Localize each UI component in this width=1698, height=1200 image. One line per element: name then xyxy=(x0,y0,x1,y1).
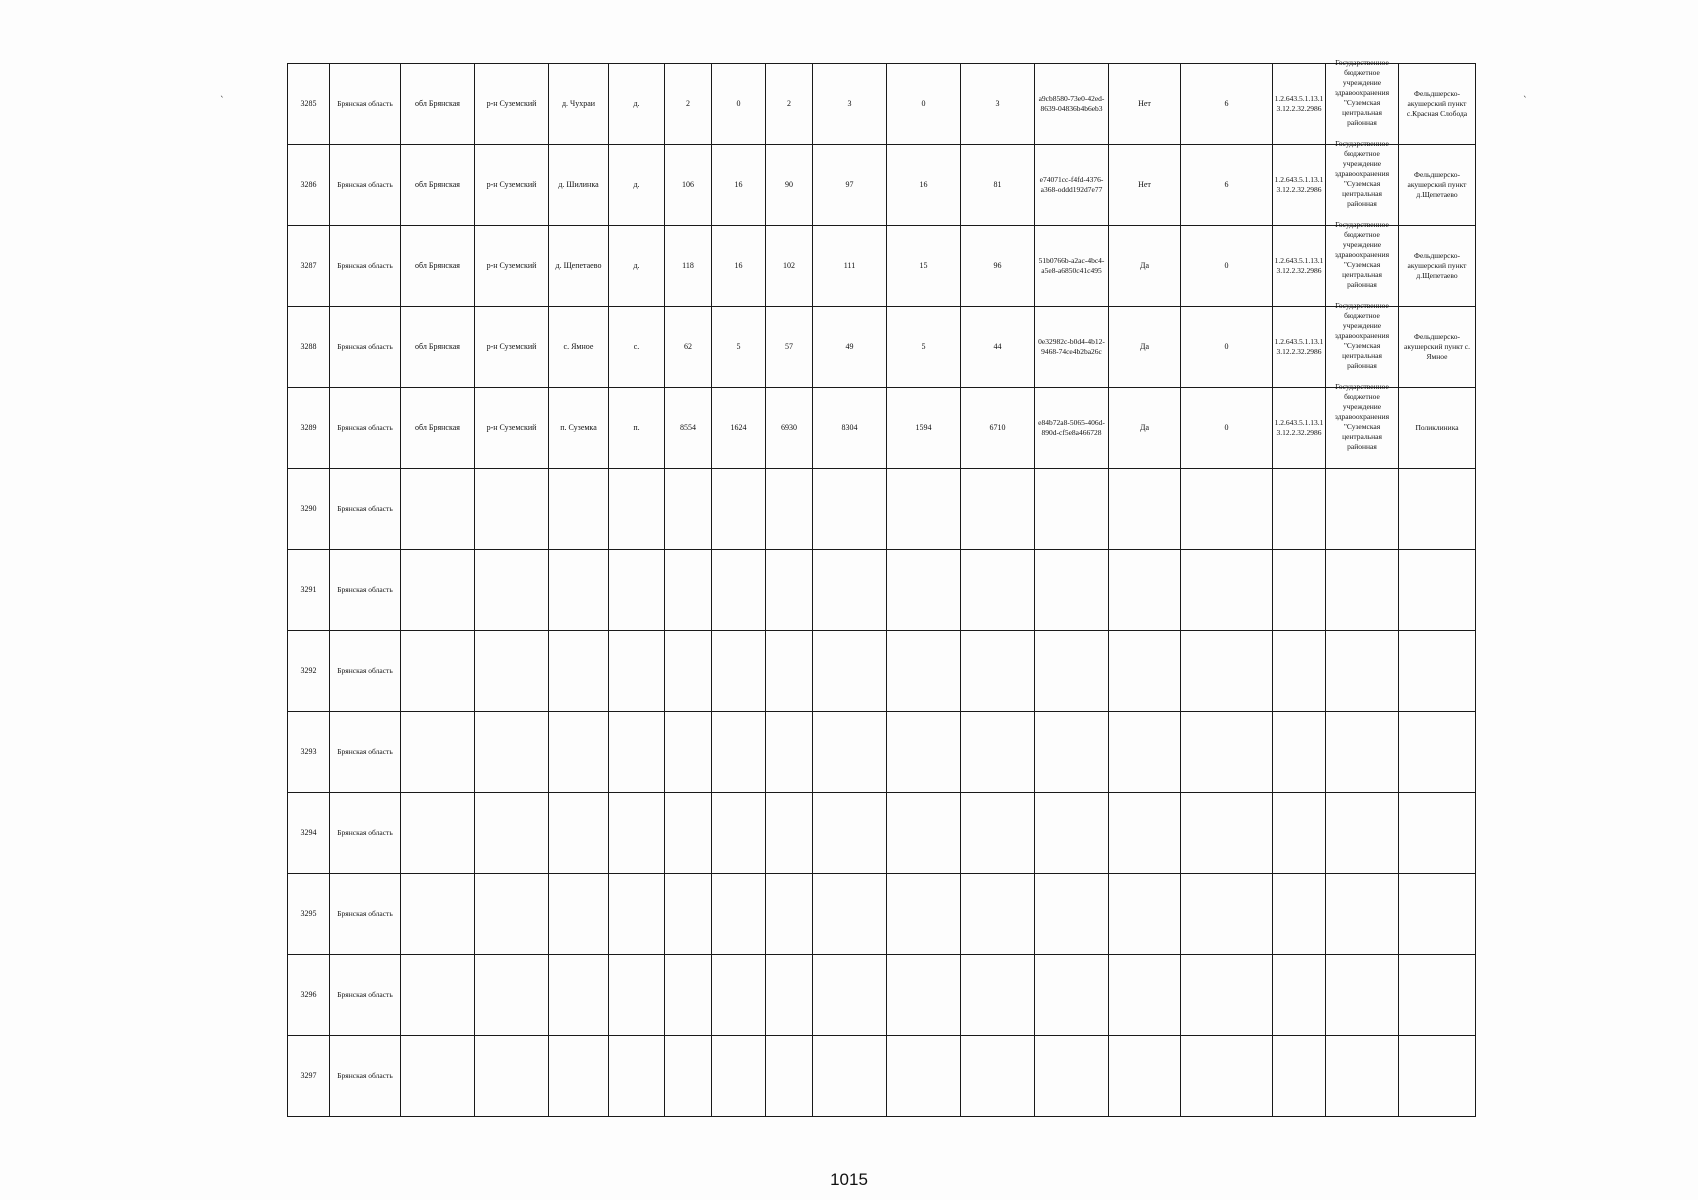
subject-cell: Брянская область xyxy=(330,388,401,469)
fias-guid-cell xyxy=(1035,469,1109,550)
flag-cell: Нет xyxy=(1109,145,1181,226)
table-row xyxy=(288,955,1476,1036)
table-row xyxy=(288,469,1476,550)
fias-guid-cell: e84b72a8-5065-406d-890d-cf5e8a466728 xyxy=(1035,388,1109,469)
facility-cell xyxy=(1399,712,1476,793)
value-cell-5 xyxy=(887,793,961,874)
organization-text: Государственное бюджетное учреждение здравоохранения "Суземская центральная районная xyxy=(1334,58,1390,127)
value-cell-1 xyxy=(665,1036,712,1117)
value-cell-4 xyxy=(813,793,887,874)
value-cell-5 xyxy=(887,469,961,550)
scan-artifact: ` xyxy=(1523,96,1528,106)
settlement-cell xyxy=(549,631,609,712)
row-number-cell: 3289 xyxy=(288,388,330,469)
value-cell-6 xyxy=(961,631,1035,712)
fias-guid-cell xyxy=(1035,1036,1109,1117)
settlement-cell xyxy=(549,793,609,874)
facility-cell: Поликлиника xyxy=(1399,388,1476,469)
registry-table xyxy=(287,58,1476,1117)
value-cell-5 xyxy=(887,955,961,1036)
scan-artifact: ` xyxy=(220,96,225,106)
oid-cell xyxy=(1273,874,1326,955)
table-row xyxy=(288,388,1476,469)
value-cell-6: 44 xyxy=(961,307,1035,388)
district-cell: р-н Суземский xyxy=(475,388,549,469)
district-cell xyxy=(475,712,549,793)
value-cell-6 xyxy=(961,469,1035,550)
subject-cell: Брянская область xyxy=(330,307,401,388)
region-cell xyxy=(401,955,475,1036)
table-row xyxy=(288,874,1476,955)
facility-cell xyxy=(1399,955,1476,1036)
subject-cell: Брянская область xyxy=(330,469,401,550)
fias-guid-cell xyxy=(1035,631,1109,712)
distance-cell: 0 xyxy=(1181,226,1273,307)
organization-text xyxy=(1327,544,1397,624)
settlement-type-cell: п. xyxy=(609,388,665,469)
subject-cell: Брянская область xyxy=(330,550,401,631)
settlement-type-cell xyxy=(609,955,665,1036)
value-cell-3 xyxy=(766,469,813,550)
value-cell-4: 111 xyxy=(813,226,887,307)
settlement-cell: д. Щепетаево xyxy=(549,226,609,307)
value-cell-5 xyxy=(887,1036,961,1117)
oid-cell: 1.2.643.5.1.13.13.12.2.32.2986 xyxy=(1273,145,1326,226)
flag-cell xyxy=(1109,550,1181,631)
oid-cell xyxy=(1273,712,1326,793)
organization-cell xyxy=(1326,550,1399,631)
distance-cell: 6 xyxy=(1181,64,1273,145)
oid-cell xyxy=(1273,1036,1326,1117)
oid-cell xyxy=(1273,469,1326,550)
settlement-cell: д. Чухраи xyxy=(549,64,609,145)
value-cell-3: 2 xyxy=(766,64,813,145)
row-number-cell: 3285 xyxy=(288,64,330,145)
flag-cell xyxy=(1109,874,1181,955)
value-cell-2: 1624 xyxy=(712,388,766,469)
value-cell-6: 6710 xyxy=(961,388,1035,469)
value-cell-3 xyxy=(766,955,813,1036)
value-cell-2: 0 xyxy=(712,64,766,145)
settlement-cell: д. Шилинка xyxy=(549,145,609,226)
subject-cell: Брянская область xyxy=(330,874,401,955)
flag-cell xyxy=(1109,631,1181,712)
region-cell: обл Брянская xyxy=(401,307,475,388)
distance-cell: 0 xyxy=(1181,307,1273,388)
organization-text xyxy=(1327,949,1397,1029)
subject-cell: Брянская область xyxy=(330,145,401,226)
table-row xyxy=(288,307,1476,388)
district-cell xyxy=(475,874,549,955)
value-cell-2 xyxy=(712,955,766,1036)
settlement-cell xyxy=(549,1036,609,1117)
value-cell-3 xyxy=(766,712,813,793)
region-cell xyxy=(401,712,475,793)
fias-guid-cell xyxy=(1035,955,1109,1036)
district-cell: р-н Суземский xyxy=(475,145,549,226)
value-cell-2: 5 xyxy=(712,307,766,388)
value-cell-2 xyxy=(712,793,766,874)
subject-cell: Брянская область xyxy=(330,1036,401,1117)
value-cell-6 xyxy=(961,955,1035,1036)
value-cell-3 xyxy=(766,874,813,955)
region-cell xyxy=(401,631,475,712)
value-cell-6 xyxy=(961,874,1035,955)
value-cell-4: 49 xyxy=(813,307,887,388)
oid-cell: 1.2.643.5.1.13.13.12.2.32.2986 xyxy=(1273,388,1326,469)
value-cell-3: 90 xyxy=(766,145,813,226)
distance-cell: 6 xyxy=(1181,145,1273,226)
organization-text: Государственное бюджетное учреждение здравоохранения "Суземская центральная районная xyxy=(1334,382,1390,451)
settlement-type-cell xyxy=(609,469,665,550)
settlement-cell xyxy=(549,550,609,631)
table-row xyxy=(288,712,1476,793)
value-cell-6: 81 xyxy=(961,145,1035,226)
region-cell xyxy=(401,550,475,631)
facility-cell xyxy=(1399,631,1476,712)
value-cell-6 xyxy=(961,712,1035,793)
organization-cell xyxy=(1326,220,1399,307)
fias-guid-cell: a9cb8580-73e0-42ed-8639-04836b4b6eb3 xyxy=(1035,64,1109,145)
distance-cell xyxy=(1181,550,1273,631)
settlement-type-cell: д. xyxy=(609,145,665,226)
district-cell xyxy=(475,955,549,1036)
distance-cell xyxy=(1181,631,1273,712)
district-cell: р-н Суземский xyxy=(475,226,549,307)
distance-cell: 0 xyxy=(1181,388,1273,469)
row-number-cell: 3295 xyxy=(288,874,330,955)
value-cell-6 xyxy=(961,550,1035,631)
value-cell-3 xyxy=(766,793,813,874)
row-number-cell: 3288 xyxy=(288,307,330,388)
flag-cell xyxy=(1109,469,1181,550)
organization-text xyxy=(1327,706,1397,786)
subject-cell: Брянская область xyxy=(330,226,401,307)
value-cell-1 xyxy=(665,874,712,955)
value-cell-1 xyxy=(665,631,712,712)
value-cell-2 xyxy=(712,1036,766,1117)
settlement-type-cell: с. xyxy=(609,307,665,388)
organization-text xyxy=(1327,625,1397,705)
value-cell-4: 3 xyxy=(813,64,887,145)
value-cell-4 xyxy=(813,550,887,631)
value-cell-1: 2 xyxy=(665,64,712,145)
subject-cell: Брянская область xyxy=(330,955,401,1036)
facility-cell: Фельдшерско-акушерский пункт с. Ямное xyxy=(1399,307,1476,388)
organization-text: Государственное бюджетное учреждение здравоохранения "Суземская центральная районная xyxy=(1334,220,1390,289)
table-row xyxy=(288,64,1476,145)
value-cell-3: 57 xyxy=(766,307,813,388)
value-cell-5: 15 xyxy=(887,226,961,307)
district-cell xyxy=(475,793,549,874)
organization-text xyxy=(1327,463,1397,543)
organization-cell xyxy=(1326,793,1399,874)
value-cell-1 xyxy=(665,469,712,550)
row-number-cell: 3287 xyxy=(288,226,330,307)
flag-cell: Да xyxy=(1109,307,1181,388)
oid-cell: 1.2.643.5.1.13.13.12.2.32.2986 xyxy=(1273,226,1326,307)
row-number-cell: 3292 xyxy=(288,631,330,712)
row-number-cell: 3291 xyxy=(288,550,330,631)
oid-cell xyxy=(1273,631,1326,712)
table-row xyxy=(288,631,1476,712)
subject-cell: Брянская область xyxy=(330,64,401,145)
settlement-type-cell: д. xyxy=(609,226,665,307)
facility-cell xyxy=(1399,1036,1476,1117)
distance-cell xyxy=(1181,1036,1273,1117)
oid-cell xyxy=(1273,955,1326,1036)
organization-cell xyxy=(1326,469,1399,550)
organization-cell xyxy=(1326,301,1399,388)
distance-cell xyxy=(1181,955,1273,1036)
flag-cell: Да xyxy=(1109,226,1181,307)
organization-cell xyxy=(1326,874,1399,955)
value-cell-2 xyxy=(712,550,766,631)
value-cell-3: 6930 xyxy=(766,388,813,469)
page-number: 1015 xyxy=(830,1170,868,1189)
value-cell-1: 8554 xyxy=(665,388,712,469)
settlement-cell xyxy=(549,874,609,955)
flag-cell xyxy=(1109,712,1181,793)
organization-cell xyxy=(1326,712,1399,793)
district-cell xyxy=(475,1036,549,1117)
value-cell-2: 16 xyxy=(712,226,766,307)
value-cell-1 xyxy=(665,712,712,793)
settlement-type-cell xyxy=(609,550,665,631)
region-cell xyxy=(401,469,475,550)
subject-cell: Брянская область xyxy=(330,631,401,712)
value-cell-5: 1594 xyxy=(887,388,961,469)
flag-cell xyxy=(1109,793,1181,874)
value-cell-5 xyxy=(887,550,961,631)
distance-cell xyxy=(1181,469,1273,550)
fias-guid-cell: 0e32982c-b0d4-4b12-9468-74ce4b2ba26c xyxy=(1035,307,1109,388)
organization-cell xyxy=(1326,1036,1399,1117)
settlement-cell xyxy=(549,955,609,1036)
row-number-cell: 3290 xyxy=(288,469,330,550)
value-cell-1 xyxy=(665,793,712,874)
value-cell-4 xyxy=(813,1036,887,1117)
organization-cell xyxy=(1326,631,1399,712)
organization-text xyxy=(1327,787,1397,867)
registry-table-wrapper xyxy=(287,58,1475,1117)
organization-text xyxy=(1327,868,1397,948)
value-cell-4 xyxy=(813,631,887,712)
distance-cell xyxy=(1181,874,1273,955)
flag-cell xyxy=(1109,955,1181,1036)
row-number-cell: 3294 xyxy=(288,793,330,874)
value-cell-4 xyxy=(813,469,887,550)
value-cell-1: 106 xyxy=(665,145,712,226)
region-cell: обл Брянская xyxy=(401,64,475,145)
region-cell xyxy=(401,1036,475,1117)
value-cell-2 xyxy=(712,469,766,550)
value-cell-4 xyxy=(813,712,887,793)
value-cell-5: 0 xyxy=(887,64,961,145)
value-cell-6 xyxy=(961,1036,1035,1117)
organization-text: Государственное бюджетное учреждение здравоохранения "Суземская центральная районная xyxy=(1334,139,1390,208)
organization-cell xyxy=(1326,382,1399,469)
flag-cell: Нет xyxy=(1109,64,1181,145)
flag-cell xyxy=(1109,1036,1181,1117)
value-cell-6: 96 xyxy=(961,226,1035,307)
region-cell: обл Брянская xyxy=(401,388,475,469)
settlement-type-cell xyxy=(609,1036,665,1117)
district-cell: р-н Суземский xyxy=(475,307,549,388)
district-cell xyxy=(475,631,549,712)
value-cell-3: 102 xyxy=(766,226,813,307)
value-cell-4: 97 xyxy=(813,145,887,226)
region-cell: обл Брянская xyxy=(401,226,475,307)
value-cell-2 xyxy=(712,874,766,955)
value-cell-5: 5 xyxy=(887,307,961,388)
settlement-type-cell: д. xyxy=(609,64,665,145)
value-cell-4: 8304 xyxy=(813,388,887,469)
organization-cell xyxy=(1326,139,1399,226)
settlement-type-cell xyxy=(609,631,665,712)
district-cell xyxy=(475,550,549,631)
value-cell-5 xyxy=(887,874,961,955)
fias-guid-cell xyxy=(1035,712,1109,793)
settlement-type-cell xyxy=(609,793,665,874)
flag-cell: Да xyxy=(1109,388,1181,469)
oid-cell: 1.2.643.5.1.13.13.12.2.32.2986 xyxy=(1273,307,1326,388)
value-cell-5: 16 xyxy=(887,145,961,226)
region-cell xyxy=(401,874,475,955)
row-number-cell: 3286 xyxy=(288,145,330,226)
subject-cell: Брянская область xyxy=(330,712,401,793)
region-cell xyxy=(401,793,475,874)
oid-cell xyxy=(1273,550,1326,631)
oid-cell xyxy=(1273,793,1326,874)
value-cell-2 xyxy=(712,712,766,793)
facility-cell xyxy=(1399,469,1476,550)
value-cell-1 xyxy=(665,955,712,1036)
value-cell-1 xyxy=(665,550,712,631)
distance-cell xyxy=(1181,793,1273,874)
value-cell-3 xyxy=(766,550,813,631)
settlement-type-cell xyxy=(609,874,665,955)
registry-table-body xyxy=(288,58,1476,1117)
value-cell-3 xyxy=(766,631,813,712)
district-cell: р-н Суземский xyxy=(475,64,549,145)
organization-cell xyxy=(1326,58,1399,145)
oid-cell: 1.2.643.5.1.13.13.12.2.32.2986 xyxy=(1273,64,1326,145)
facility-cell xyxy=(1399,874,1476,955)
fias-guid-cell: 51b0766b-a2ac-4bc4-a5e8-a6850c41c495 xyxy=(1035,226,1109,307)
organization-text: Государственное бюджетное учреждение здравоохранения "Суземская центральная районная xyxy=(1334,301,1390,370)
region-cell: обл Брянская xyxy=(401,145,475,226)
settlement-cell: с. Ямное xyxy=(549,307,609,388)
settlement-cell: п. Суземка xyxy=(549,388,609,469)
value-cell-2: 16 xyxy=(712,145,766,226)
value-cell-4 xyxy=(813,955,887,1036)
district-cell xyxy=(475,469,549,550)
table-row xyxy=(288,226,1476,307)
value-cell-5 xyxy=(887,631,961,712)
settlement-cell xyxy=(549,712,609,793)
fias-guid-cell xyxy=(1035,550,1109,631)
value-cell-1: 118 xyxy=(665,226,712,307)
value-cell-6 xyxy=(961,793,1035,874)
value-cell-3 xyxy=(766,1036,813,1117)
value-cell-6: 3 xyxy=(961,64,1035,145)
fias-guid-cell: e74071cc-f4fd-4376-a368-oddd192d7e77 xyxy=(1035,145,1109,226)
settlement-type-cell xyxy=(609,712,665,793)
facility-cell xyxy=(1399,793,1476,874)
table-row xyxy=(288,145,1476,226)
table-row xyxy=(288,793,1476,874)
table-row xyxy=(288,550,1476,631)
value-cell-1: 62 xyxy=(665,307,712,388)
organization-text xyxy=(1327,1030,1397,1110)
row-number-cell: 3296 xyxy=(288,955,330,1036)
fias-guid-cell xyxy=(1035,793,1109,874)
subject-cell: Брянская область xyxy=(330,793,401,874)
organization-cell xyxy=(1326,955,1399,1036)
value-cell-2 xyxy=(712,631,766,712)
facility-cell xyxy=(1399,550,1476,631)
fias-guid-cell xyxy=(1035,874,1109,955)
distance-cell xyxy=(1181,712,1273,793)
facility-cell: Фельдшерско-акушерский пункт с.Красная Слобода xyxy=(1399,64,1476,145)
value-cell-5 xyxy=(887,712,961,793)
table-row xyxy=(288,1036,1476,1117)
value-cell-4 xyxy=(813,874,887,955)
row-number-cell: 3293 xyxy=(288,712,330,793)
settlement-cell xyxy=(549,469,609,550)
facility-cell: Фельдшерско-акушерский пункт д.Щепетаево xyxy=(1399,226,1476,307)
facility-cell: Фельдшерско-акушерский пункт д.Щепетаево xyxy=(1399,145,1476,226)
row-number-cell: 3297 xyxy=(288,1036,330,1117)
